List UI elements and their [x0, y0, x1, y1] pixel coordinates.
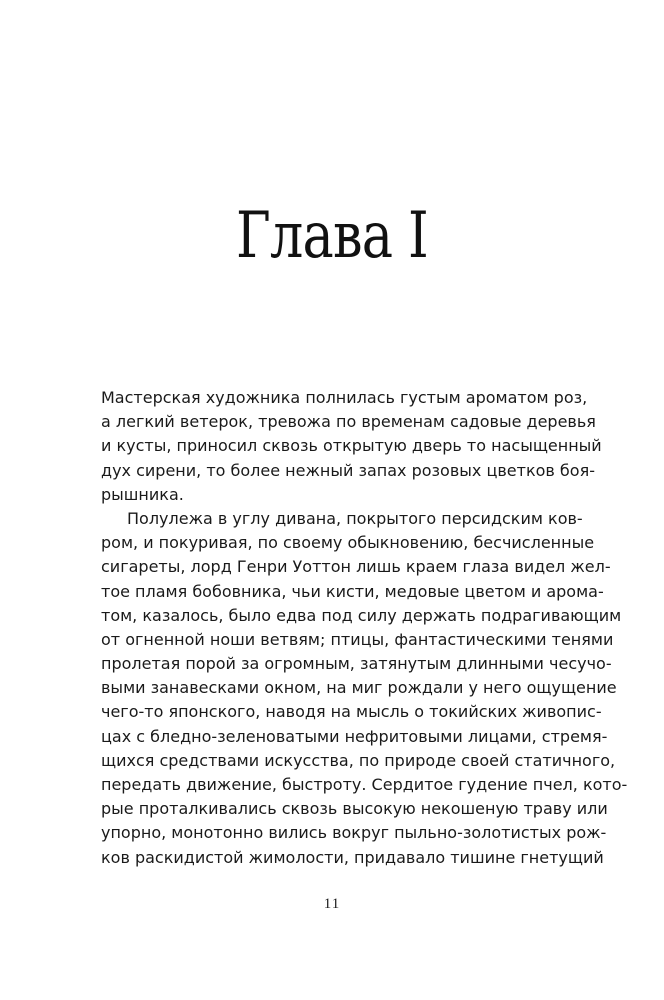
- text-line: сигареты, лорд Генри Уоттон лишь краем глаза видел жел-: [101, 557, 611, 577]
- text-line: пролетая порой за огромным, затянутым длинными чесучо-: [101, 654, 612, 674]
- text-line: выми занавесками окном, на миг рождали у него ощущение: [101, 678, 617, 698]
- text-line: ром, и покуривая, по своему обыкновению, бесчисленные: [101, 533, 595, 553]
- chapter-title: Глава I: [236, 199, 428, 273]
- text-line: щихся средствами искусства, по природе своей статичного,: [101, 750, 616, 770]
- text-line: чего-то японского, наводя на мысль о токийских живопис-: [101, 702, 602, 722]
- text-line: Полулежа в углу дивана, покрытого персидским ков-: [127, 508, 583, 528]
- text-line: цах с бледно-зеленоватыми нефритовыми лицами, стремя-: [101, 726, 608, 746]
- text-line: и кусты, приносил сквозь открытую дверь то насыщенный: [101, 436, 602, 456]
- text-line: рые проталкивались сквозь высокую некошеную траву или: [101, 799, 608, 819]
- text-line: Мастерская художника полнилась густым ароматом роз,: [101, 388, 588, 407]
- body-text: [101, 386, 628, 870]
- paragraph-1: [101, 386, 602, 507]
- text-line: тое пламя бобовника, чьи кисти, медовые цветом и арома-: [101, 581, 604, 601]
- paragraph-2: [101, 507, 628, 870]
- text-line: а легкий ветерок, тревожа по временам садовые деревья: [101, 412, 596, 432]
- text-line: дух сирени, то более нежный запах розовых цветков боя-: [101, 460, 595, 480]
- text-line: том, казалось, было едва под силу держать подрагивающим: [101, 605, 622, 625]
- text-line: рышника.: [101, 484, 184, 504]
- text-line: ков раскидистой жимолости, придавало тишине гнетущий: [101, 847, 604, 867]
- text-line: передать движение, быстроту. Сердитое гудение пчел, кото-: [101, 775, 628, 794]
- text-line: упорно, монотонно вились вокруг пыльно-золотистых рож-: [101, 823, 607, 843]
- page-number: 11: [323, 896, 341, 912]
- text-line: от огненной ноши ветвям; птицы, фантастическими тенями: [101, 629, 614, 649]
